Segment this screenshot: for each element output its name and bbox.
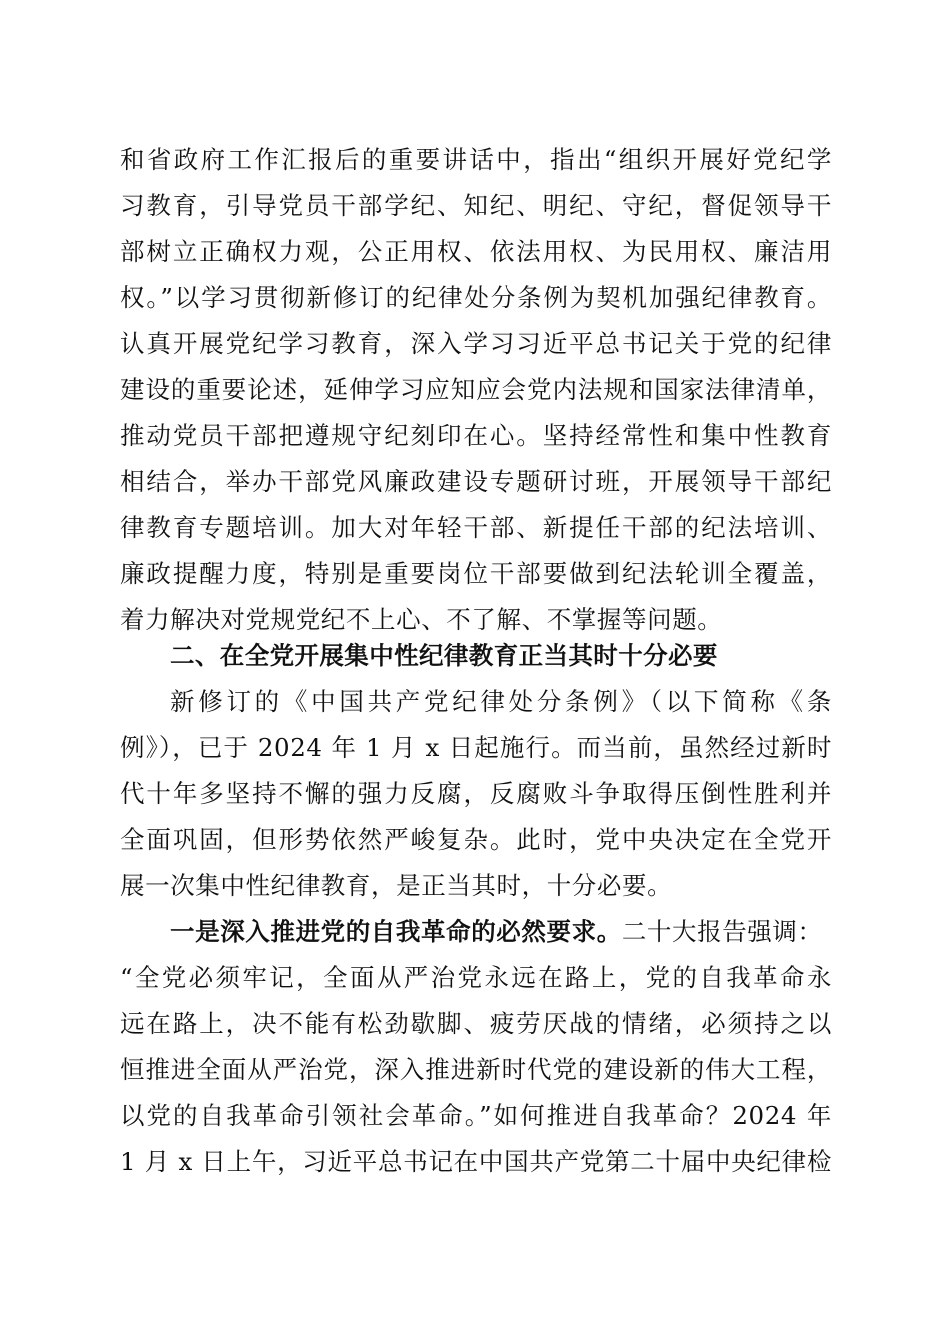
body-text-line <box>170 912 832 952</box>
body-text-line: 远在路上，决不能有松劲歇脚、疲劳厌战的情绪，必须持之以 <box>120 1009 832 1038</box>
section-heading: 二、在全党开展集中性纪律教育正当其时十分必要 <box>170 641 718 670</box>
lead-sentence-rest: 二十大报告强调： <box>621 917 823 946</box>
body-text-line: 新修订的《中国共产党纪律处分条例》（以下简称《条 <box>170 687 832 716</box>
body-text-line: 建设的重要论述，延伸学习应知应会党内法规和国家法律清单， <box>120 375 832 404</box>
body-text-line: 例》），已于 2024 年 1 月 x 日起施行。而当前，虽然经过新时 <box>120 733 832 762</box>
body-text-line: 代十年多坚持不懈的强力反腐，反腐败斗争取得压倒性胜利并 <box>120 779 832 808</box>
body-text-line: 恒推进全面从严治党，深入推进新时代党的建设新的伟大工程， <box>120 1055 832 1084</box>
body-text-line: 律教育专题培训。加大对年轻干部、新提任干部的纪法培训、 <box>120 513 832 542</box>
body-text-line: 廉政提醒力度，特别是重要岗位干部要做到纪法轮训全覆盖， <box>120 559 832 588</box>
body-text-line: 着力解决对党规党纪不上心、不了解、不掌握等问题。 <box>120 605 723 634</box>
body-text-line: 相结合，举办干部党风廉政建设专题研讨班，开展领导干部纪 <box>120 467 832 496</box>
body-text-line: 部树立正确权力观，公正用权、依法用权、为民用权、廉洁用 <box>120 237 832 266</box>
body-text-line: “全党必须牢记，全面从严治党永远在路上，党的自我革命永 <box>120 963 832 992</box>
body-text-line: 习教育，引导党员干部学纪、知纪、明纪、守纪，督促领导干 <box>120 191 832 220</box>
body-text-line: 和省政府工作汇报后的重要讲话中，指出“组织开展好党纪学 <box>120 145 832 174</box>
body-text-line: 推动党员干部把遵规守纪刻印在心。坚持经常性和集中性教育 <box>120 421 832 450</box>
body-text-line: 展一次集中性纪律教育，是正当其时，十分必要。 <box>120 871 673 900</box>
body-text-line: 全面巩固，但形势依然严峻复杂。此时，党中央决定在全党开 <box>120 825 832 854</box>
body-text-line: 1 月 x 日上午，习近平总书记在中国共产党第二十届中央纪律检 <box>120 1147 832 1176</box>
body-text-line: 认真开展党纪学习教育，深入学习习近平总书记关于党的纪律 <box>120 329 832 358</box>
body-text-line: 权。”以学习贯彻新修订的纪律处分条例为契机加强纪律教育。 <box>120 283 832 312</box>
bold-lead-sentence: 一是深入推进党的自我革命的必然要求。 <box>170 917 622 946</box>
body-text-line: 以党的自我革命引领社会革命。”如何推进自我革命？2024 年 <box>120 1101 832 1130</box>
